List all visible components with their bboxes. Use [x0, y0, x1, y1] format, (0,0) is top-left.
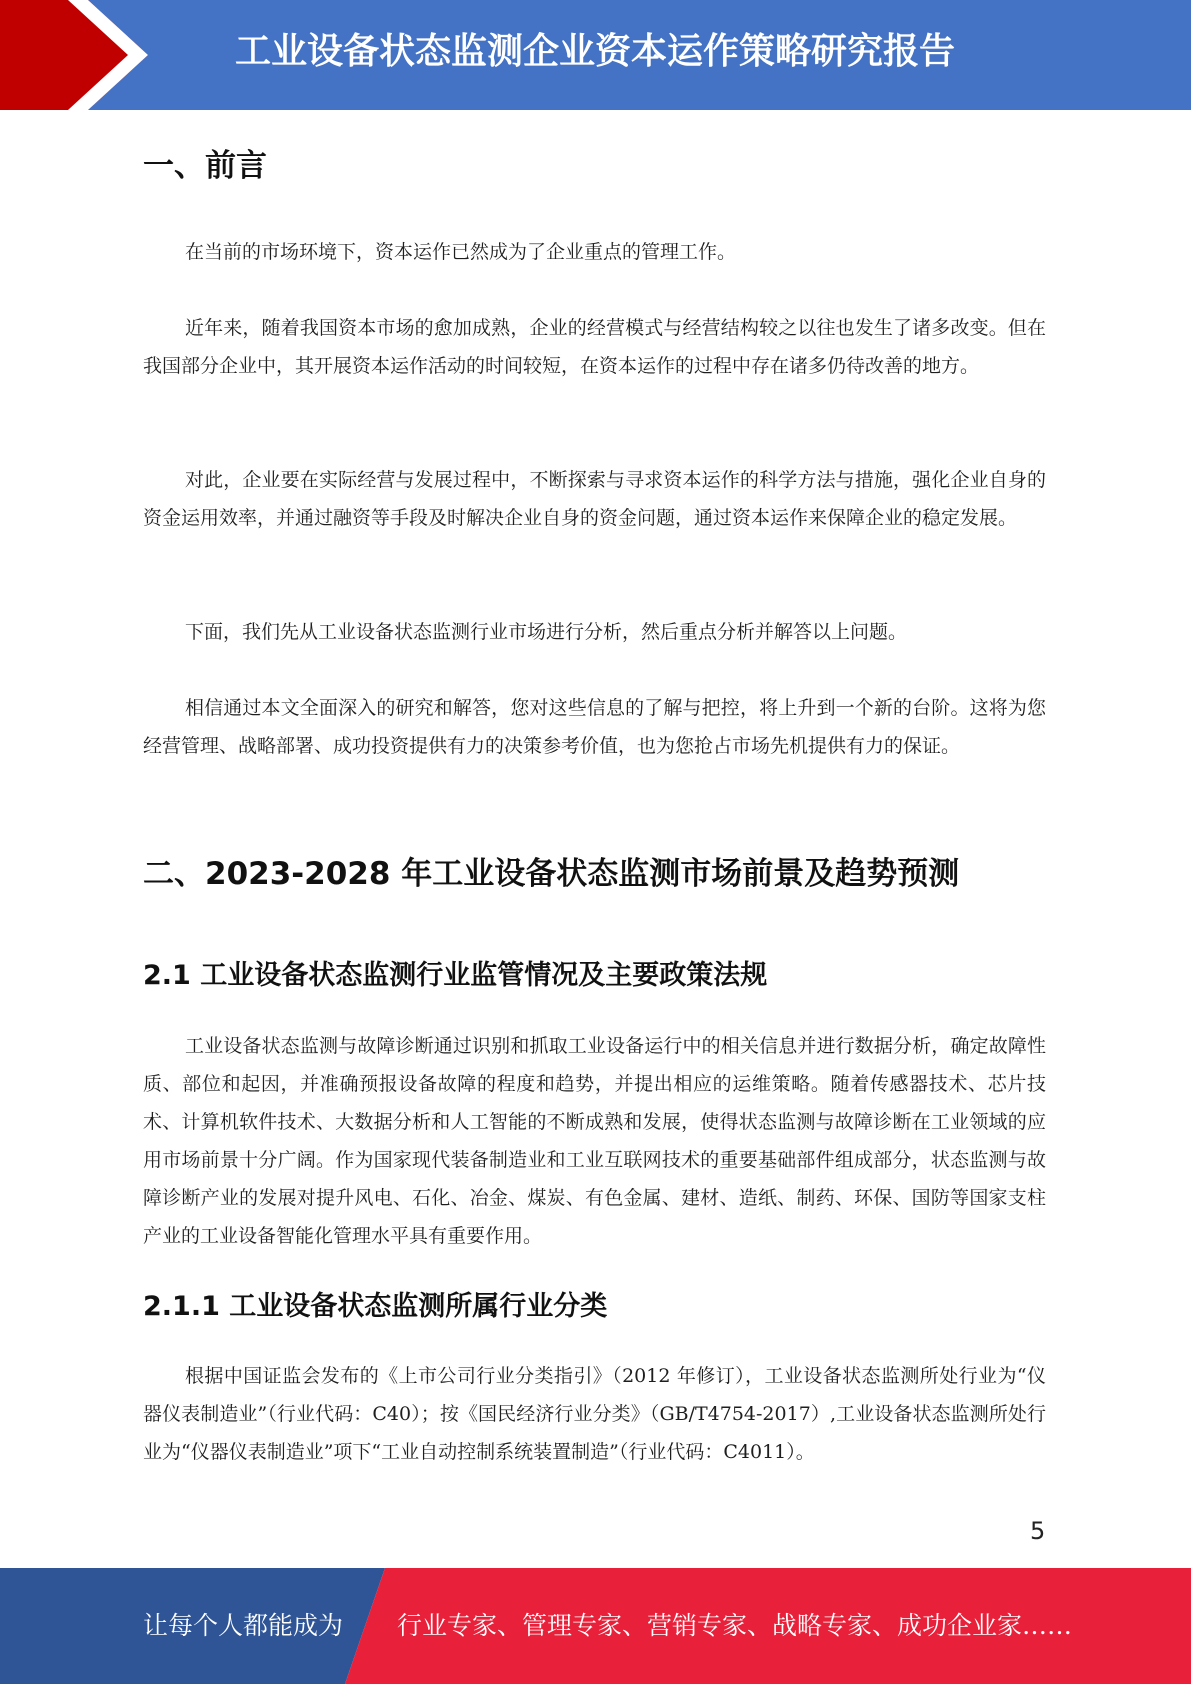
- section-2-1-1-heading: 2.1.1 工业设备状态监测所属行业分类: [143, 1291, 608, 1322]
- footer-slogan-left: 让每个人都能成为: [143, 1611, 344, 1640]
- forecast-heading: 二、2023-2028 年工业设备状态监测市场前景及趋势预测: [143, 856, 960, 892]
- header-band: [0, 0, 1191, 110]
- preface-paragraph-5: 相信通过本文全面深入的研究和解答，您对这些信息的了解与把控，将上升到一个新的台阶。这将为您经营管理、战略部署、成功投资提供有力的决策参考价值，也为您抢占市场先机提供有力的保证。: [143, 697, 1046, 757]
- preface-paragraph-1: 在当前的市场环境下，资本运作已然成为了企业重点的管理工作。: [185, 241, 737, 263]
- section-2-1-heading: 2.1 工业设备状态监测行业监管情况及主要政策法规: [143, 960, 768, 991]
- section-2-1-1-paragraph: 根据中国证监会发布的《上市公司行业分类指引》（2012 年修订），工业设备状态监测所处行业为“仪器仪表制造业”（行业代码：C40）；按《国民经济行业分类》（GB/T4754-2017）,工业设备状态监测所处行业为“仪器仪表制造业”项下“工业自动控制系统装置制造”（行业代码：C4011）。: [143, 1365, 1046, 1463]
- preface-heading: 一、前言: [143, 148, 267, 184]
- footer-band: [0, 1568, 1191, 1684]
- footer-slogan-right: 行业专家、管理专家、营销专家、战略专家、成功企业家……: [397, 1611, 1073, 1640]
- report-title: 工业设备状态监测企业资本运作策略研究报告: [235, 31, 956, 72]
- preface-paragraph-3: 对此，企业要在实际经营与发展过程中，不断探索与寻求资本运作的科学方法与措施，强化企业自身的资金运用效率，并通过融资等手段及时解决企业自身的资金问题，通过资本运作来保障企业的稳定发展。: [143, 469, 1046, 529]
- page-number: 5: [1030, 1517, 1046, 1545]
- section-2-1-paragraph: 工业设备状态监测与故障诊断通过识别和抓取工业设备运行中的相关信息并进行数据分析，确定故障性质、部位和起因，并准确预报设备故障的程度和趋势，并提出相应的运维策略。随着传感器技术、芯片技术、计算机软件技术、大数据分析和人工智能的不断成熟和发展，使得状态监测与故障诊断在工业领域的应用市场前景十分广阔。作为国家现代装备制造业和工业互联网技术的重要基础部件组成部分，状态监测与故障诊断产业的发展对提升风电、石化、冶金、煤炭、有色金属、建材、造纸、制药、环保、国防等国家支柱产业的工业设备智能化管理水平具有重要作用。: [143, 1035, 1046, 1247]
- preface-paragraph-4: 下面，我们先从工业设备状态监测行业市场进行分析，然后重点分析并解答以上问题。: [185, 621, 908, 643]
- preface-paragraph-2: 近年来，随着我国资本市场的愈加成熟，企业的经营模式与经营结构较之以往也发生了诸多改变。但在我国部分企业中，其开展资本运作活动的时间较短，在资本运作的过程中存在诸多仍待改善的地方。: [143, 317, 1046, 377]
